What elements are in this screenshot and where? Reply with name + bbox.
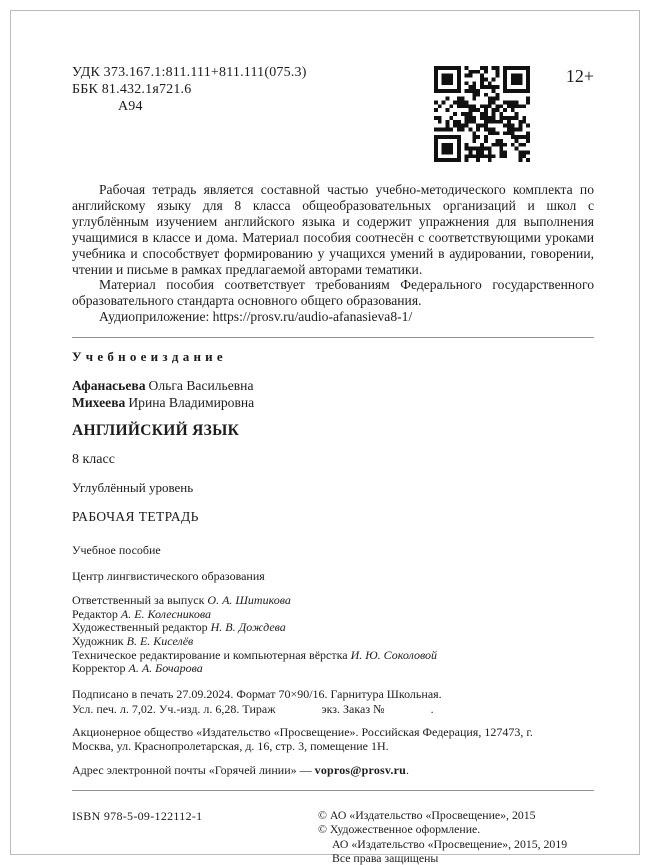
edition-kind: Учебное пособие (72, 543, 161, 558)
edition-type-heading: У ч е б н о е и з д а н и е (72, 349, 224, 365)
staff-line: Редактор А. Е. Колесникова (72, 606, 212, 621)
staff-line: Художественный редактор Н. В. Дождева (72, 620, 286, 635)
copyright-block (318, 808, 594, 865)
author-surname: Афанасьева (72, 378, 146, 394)
annotation-paragraph-1: Рабочая тетрадь является составной частью учебно-методического комплекта по английскому языку для 8 класса общеобразовательных организаций и школ с углублённым изучением английского языка и содержит упражнения для выполнения учащимися в классе и дома. Материал пособия соотнесён с соответствующими уроками учебника и способствует формированию у учащихся умений в аудировании, говорении, чтении и письме в рамках предлагаемой авторами тематики. (72, 182, 594, 277)
divider-bottom (72, 790, 594, 791)
staff-block (72, 594, 594, 676)
copyright-line: АО «Издательство «Просвещение», 2015, 2019 (332, 836, 568, 851)
qr-code (434, 66, 530, 162)
age-rating-badge: 12+ (565, 66, 594, 86)
hotline-email-line: Адрес электронной почты «Горячей линии» — vopros@prosv.ru. (72, 762, 410, 777)
classification-codes (72, 64, 434, 115)
hotline-email: vopros@prosv.ru (314, 762, 407, 777)
author-sign-code: А94 (118, 99, 143, 114)
author-line (72, 378, 594, 395)
page-content (72, 64, 594, 865)
annotation-block (72, 182, 594, 325)
book-subtitle: РАБОЧАЯ ТЕТРАДЬ (72, 509, 199, 525)
divider-top (72, 337, 594, 338)
copyright-line: © АО «Издательство «Просвещение», 2015 (318, 807, 536, 822)
header-block (72, 64, 594, 162)
authors-block (72, 378, 594, 411)
copyright-line: © Художественное оформление. (318, 822, 481, 837)
bbk-line: ББК 81.432.1я721.6 (72, 82, 192, 97)
annotation-paragraph-2: Материал пособия соответствует требованиям Федерального государственного образовательного стандарта основного общего образования. (72, 277, 594, 309)
level-line: Углублённый уровень (72, 480, 194, 496)
author-name: Ольга Васильевна (148, 378, 254, 394)
staff-line: Ответственный за выпуск О. А. Шитикова (72, 593, 291, 608)
author-surname: Михеева (72, 394, 126, 410)
author-name: Ирина Владимировна (128, 394, 255, 410)
audio-app-line: Аудиоприложение: https://prosv.ru/audio-afanasieva8-1/ (99, 309, 413, 325)
print-info-line-1: Подписано в печать 27.09.2024. Формат 70×90/16. Гарнитура Школьная. (72, 686, 442, 701)
staff-line: Техническое редактирование и компьютерная вёрстка И. Ю. Соколовой (72, 647, 438, 662)
footer-block (72, 808, 594, 865)
publisher-address: Акционерное общество «Издательство «Просвещение». Российская Федерация, 127473, г. Москва, ул. Краснопролетарская, д. 16, стр. 3, помещение 1Н. (72, 724, 533, 753)
staff-line: Корректор А. А. Бочарова (72, 661, 203, 676)
print-info-block (72, 687, 594, 716)
edition-block (72, 349, 594, 584)
author-line (72, 395, 594, 412)
grade-line: 8 класс (72, 452, 115, 468)
udk-line: УДК 373.167.1:811.111+811.111(075.3) (72, 65, 307, 80)
isbn-number: ISBN 978-5-09-122112-1 (72, 808, 203, 823)
book-title: АНГЛИЙСКИЙ ЯЗЫК (72, 422, 240, 440)
publishing-center: Центр лингвистического образования (72, 569, 265, 584)
print-info-line-2: Усл. печ. л. 7,02. Уч.-изд. л. 6,28. Тираж экз. Заказ № . (72, 701, 434, 716)
staff-line: Художник В. Е. Киселёв (72, 633, 194, 648)
copyright-line: Все права защищены (332, 851, 439, 865)
